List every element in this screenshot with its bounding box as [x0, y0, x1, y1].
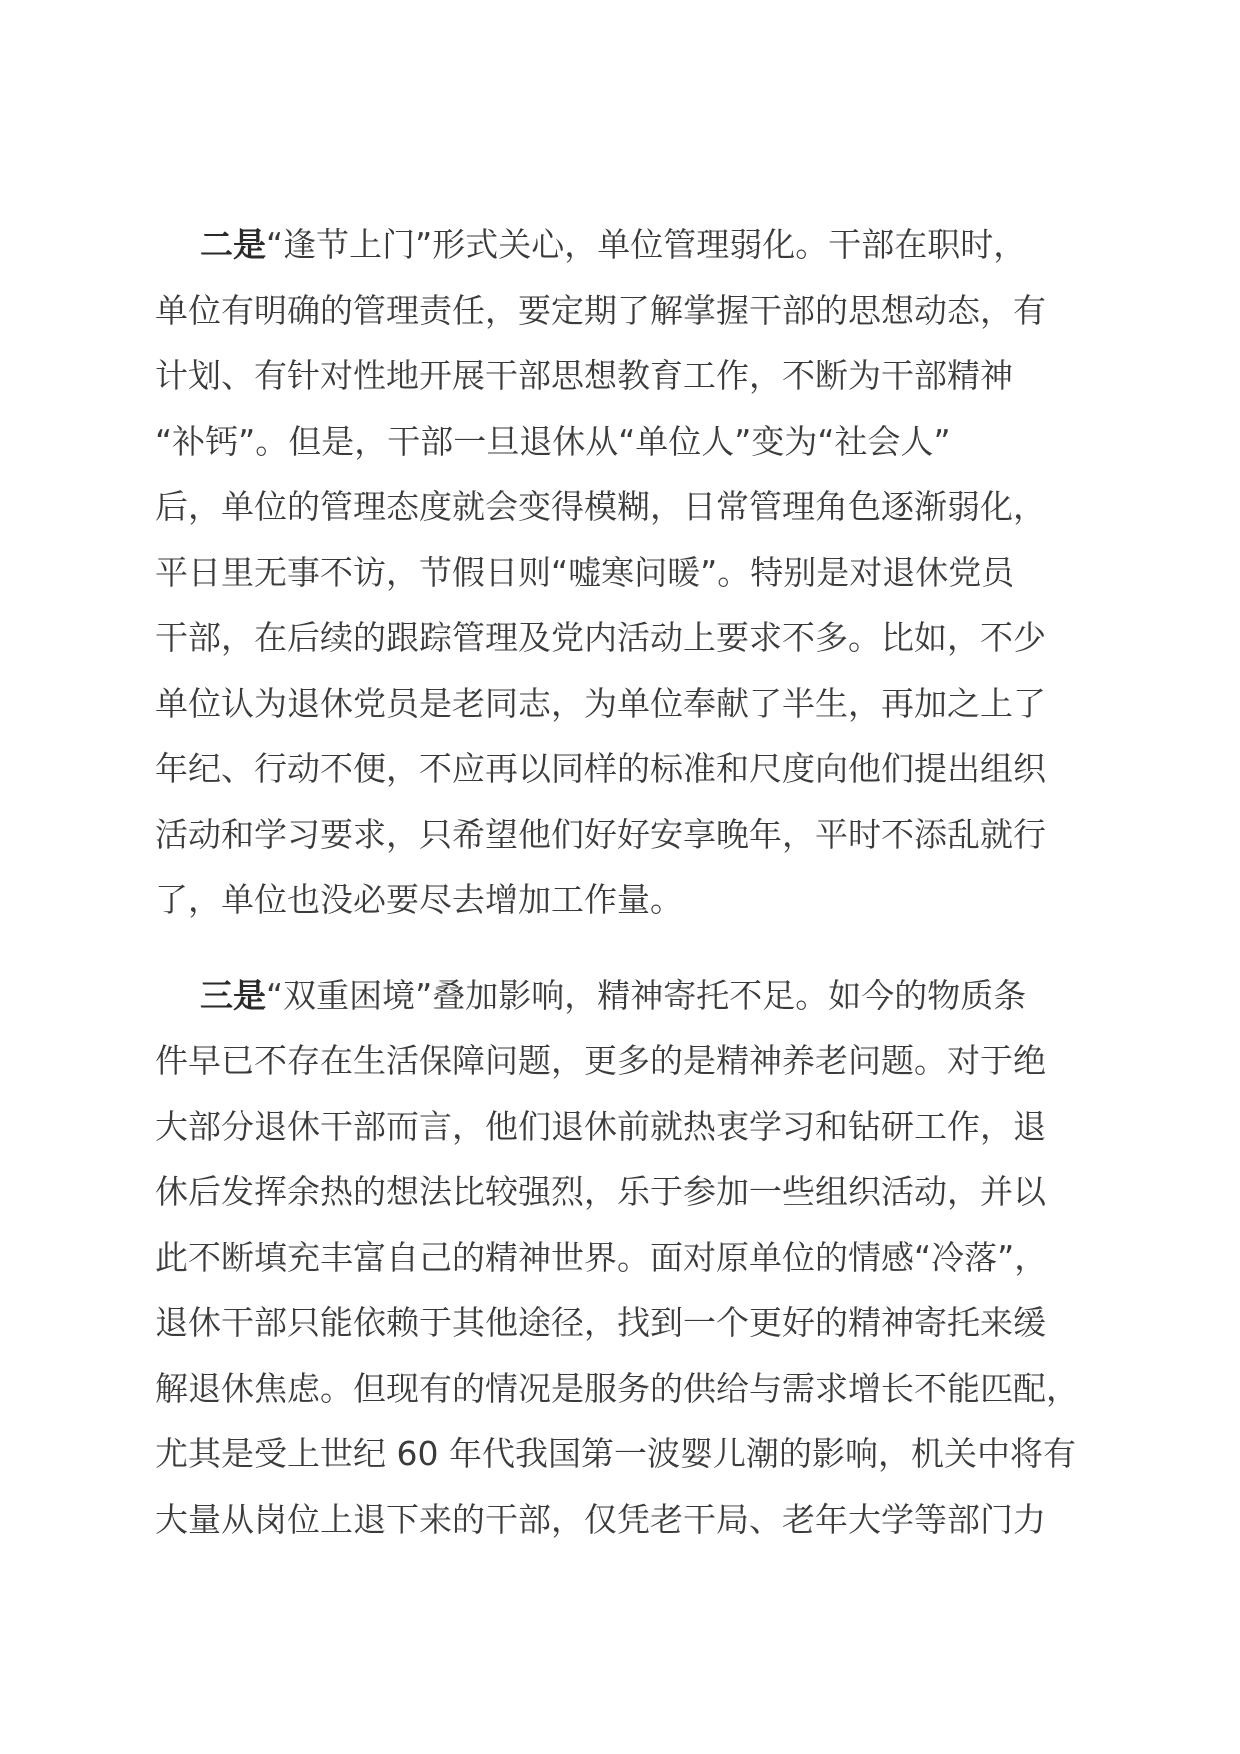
paragraph-line: 大部分退休干部而言，他们退休前就热衷学习和钻研工作，退 [155, 1106, 1046, 1146]
paragraph-line [155, 963, 1090, 1029]
paragraph-line: 单位认为退休党员是老同志，为单位奉献了半生，再加之上了 [155, 683, 1046, 723]
paragraph-lead: 二是 [200, 225, 266, 264]
paragraph-line: 计划、有针对性地开展干部思想教育工作，不断为干部精神 [155, 356, 1013, 395]
paragraph-line-text: “双重困境”叠加影响，精神寄托不足。如今的物质条 [266, 975, 1027, 1015]
paragraph-line: 此不断填充丰富自己的精神世界。面对原单位的情感“冷落”， [155, 1237, 1048, 1277]
paragraph-line: 休后发挥余热的想法比较强烈，乐于参加一些组织活动，并以 [155, 1172, 1046, 1211]
paragraph-line: 尤其是受上世纪 60 年代我国第一波婴儿潮的影响，机关中将有 [155, 1434, 1076, 1473]
paragraph-line [155, 212, 1090, 278]
paragraph-line: 件早已不存在生活保障问题，更多的是精神养老问题。对于绝 [155, 1041, 1046, 1080]
paragraph-line: 年纪、行动不便，不应再以同样的标准和尺度向他们提出组织 [155, 749, 1046, 788]
paragraph-two [155, 212, 1090, 933]
paragraph-line: “补钙”。但是，干部一旦退休从“单位人”变为“社会人” [155, 421, 951, 461]
paragraph-line: 后，单位的管理态度就会变得模糊，日常管理角色逐渐弱化， [155, 487, 1046, 526]
paragraph-line: 解退休焦虑。但现有的情况是服务的供给与需求增长不能匹配， [155, 1368, 1079, 1408]
paragraph-three [155, 963, 1090, 1553]
paragraph-line: 干部，在后续的跟踪管理及党内活动上要求不多。比如，不少 [155, 618, 1046, 657]
paragraph-line: 单位有明确的管理责任，要定期了解掌握干部的思想动态，有 [155, 290, 1046, 330]
paragraph-line: 了，单位也没必要尽去增加工作量。 [155, 880, 683, 919]
paragraph-line: 大量从岗位上退下来的干部，仅凭老干局、老年大学等部门力 [155, 1499, 1046, 1539]
paragraph-line: 退休干部只能依赖于其他途径，找到一个更好的精神寄托来缓 [155, 1303, 1046, 1342]
paragraph-lead: 三是 [200, 975, 266, 1015]
paragraph-line-text: “逢节上门”形式关心，单位管理弱化。干部在职时， [266, 225, 1027, 264]
paragraph-line: 活动和学习要求，只希望他们好好安享晚年，平时不添乱就行 [155, 814, 1046, 854]
paragraph-line: 平日里无事不访，节假日则“嘘寒问暖”。特别是对退休党员 [155, 552, 1015, 592]
